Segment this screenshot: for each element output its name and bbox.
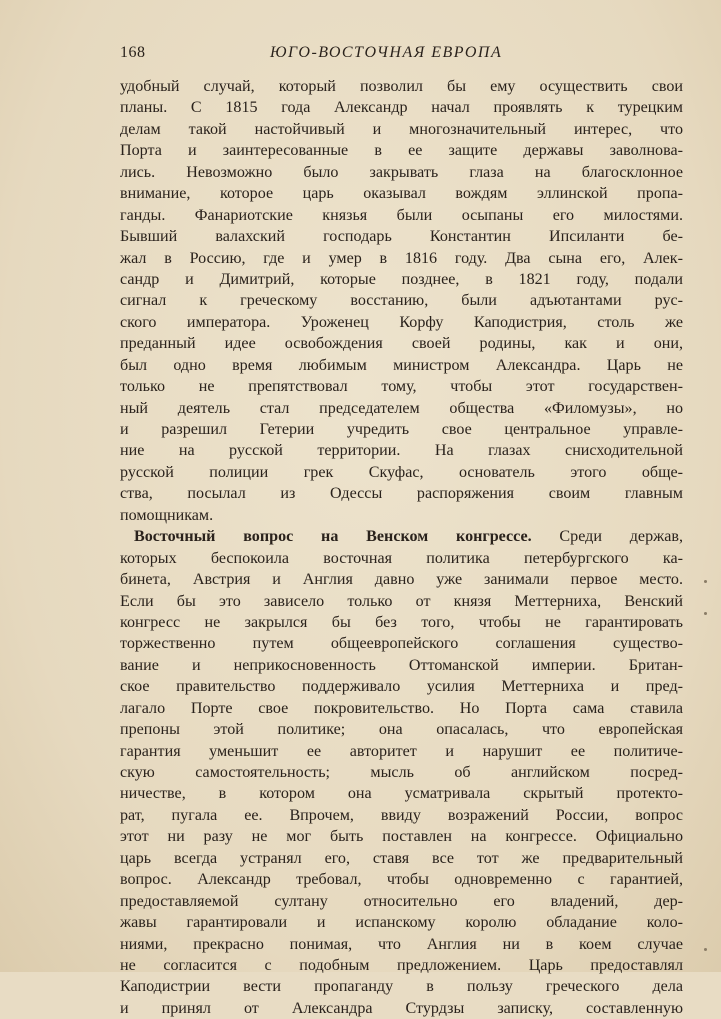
text-line (120, 226, 683, 247)
line-text: и принял от Александра Стурдзы записку, составленную (120, 999, 683, 1017)
text-line (120, 269, 683, 290)
line-text: только не препятствовал тому, чтобы этот государствен- (120, 378, 683, 396)
margin-speck (704, 612, 707, 615)
line-text: ского императора. Уроженец Корфу Каподистрия, столь же (120, 313, 683, 331)
text-line (120, 848, 683, 869)
text-line (120, 440, 683, 461)
text-line (120, 140, 683, 161)
line-text: Бывший валахский господарь Константин Ипсиланти бе- (120, 228, 683, 246)
page-number: 168 (120, 44, 146, 61)
line-text: Среди держав, (531, 528, 683, 546)
section-heading: Восточный вопрос на Венском конгрессе. (134, 528, 532, 546)
text-line (120, 891, 683, 912)
text-line (120, 633, 683, 654)
line-text: жал в Россию, где и умер в 1816 году. Два сына его, Алек- (120, 249, 683, 267)
text-line (120, 76, 683, 97)
text-line (120, 655, 683, 676)
line-text: сандр и Димитрий, которые позднее, в 1821 году, подали (120, 270, 683, 288)
text-line (120, 398, 683, 419)
line-text: помощникам. (120, 506, 214, 524)
text-line (120, 162, 683, 183)
line-text: препоны этой политике; она опасалась, что европейская (120, 721, 683, 739)
text-line (120, 526, 683, 547)
text-line (120, 741, 683, 762)
line-text: торжественно путем общеевропейского соглашения существо- (120, 635, 683, 653)
line-text: скую самостоятельность; мысль об английском посред- (120, 764, 683, 781)
text-line (120, 998, 683, 1019)
text-line (120, 676, 683, 697)
line-text: и разрешил Гетерии учредить свое центральное управле- (120, 421, 683, 438)
line-text: русской полиции грек Скуфас, основатель этого обще- (120, 463, 683, 481)
line-text: удобный случай, который позволил бы ему осуществить свои (120, 78, 683, 95)
text-line (120, 462, 683, 483)
text-line (120, 591, 683, 612)
text-line (120, 183, 683, 204)
text-line (120, 869, 683, 890)
text-line (120, 762, 683, 783)
line-text: планы. С 1815 года Александр начал проявлять к турецким (120, 99, 683, 117)
line-text: Если бы это зависело только от князя Меттерниха, Венский (120, 592, 683, 610)
line-text: преданный идее освобождения своей родины, как и они, (120, 335, 683, 353)
page-header (120, 44, 680, 66)
line-text: ства, посылал из Одессы распоряжения своим главным (120, 485, 683, 503)
text-line (120, 333, 683, 354)
line-text: предоставляемой султану относительно его владений, дер- (120, 892, 683, 910)
line-text: был одно время любимым министром Александра. Царь не (120, 356, 683, 374)
text-line (120, 419, 683, 440)
body-text (120, 76, 683, 1019)
text-line (120, 976, 683, 997)
line-text: вание и неприкосновенность Оттоманской империи. Британ- (120, 656, 683, 674)
line-text: ганды. Фанариотские князья были осыпаны его милостями. (120, 206, 683, 224)
text-line (120, 205, 683, 226)
line-text: царь всегда устранял его, ставя все тот же предварительный (120, 849, 683, 867)
margin-speck (704, 948, 707, 951)
line-text: лись. Невозможно было закрывать глаза на благосклонное (120, 163, 683, 181)
line-text: лагало Порте свое покровительство. Но Порта сама ставила (120, 699, 683, 717)
line-text: Порта и заинтересованные в ее защите державы заволнова- (120, 142, 683, 160)
margin-speck (704, 580, 707, 583)
text-line (120, 376, 683, 397)
text-line (120, 955, 683, 976)
text-line (120, 290, 683, 311)
text-line (120, 698, 683, 719)
line-text: конгресс не закрылся бы без того, чтобы не гарантировать (120, 613, 683, 631)
line-text: ние на русской территории. На глазах снисходительной (120, 442, 683, 460)
text-line (120, 612, 683, 633)
line-text: рат, пугала ее. Впрочем, ввиду возражений России, вопрос (120, 806, 683, 824)
text-line (120, 548, 683, 569)
text-line (120, 719, 683, 740)
text-line (120, 912, 683, 933)
line-text: вопрос. Александр требовал, чтобы одновременно с гарантией, (120, 871, 683, 889)
text-line (120, 355, 683, 376)
line-text: делам такой настойчивый и многозначительный интерес, что (120, 120, 683, 138)
text-line (120, 483, 683, 504)
text-line (120, 248, 683, 269)
text-line (120, 505, 683, 526)
line-text: не согласится с подобным предложением. Царь предоставлял (120, 956, 683, 974)
line-text: ниями, прекрасно понимая, что Англия ни в коем случае (120, 935, 683, 953)
line-text: которых беспокоила восточная политика петербургского ка- (120, 549, 683, 567)
line-text: гарантия уменьшит ее авторитет и нарушит ее политиче- (120, 742, 683, 760)
text-line (120, 119, 683, 140)
line-text: внимание, которое царь оказывал вождям эллинской пропа- (120, 185, 683, 203)
text-line (120, 934, 683, 955)
text-line (120, 783, 683, 804)
line-text: жавы гарантировали и испанскому королю обладание коло- (120, 914, 683, 932)
line-text: Каподистрии вести пропаганду в пользу греческого дела (120, 978, 683, 996)
line-text: этот ни разу не мог быть поставлен на конгрессе. Официально (120, 828, 683, 846)
line-text: ный деятель стал председателем общества «Филомузы», но (120, 399, 683, 417)
line-text: сигнал к греческому восстанию, были адъютантами рус- (120, 292, 683, 310)
running-title: ЮГО-ВОСТОЧНАЯ ЕВРОПА (270, 44, 503, 61)
text-line (120, 805, 683, 826)
text-line (120, 97, 683, 118)
text-line (120, 826, 683, 847)
line-text: ничестве, в котором она усматривала скрытый протекто- (120, 785, 683, 803)
text-line (120, 312, 683, 333)
text-line (120, 569, 683, 590)
line-text: ское правительство поддерживало усилия Меттерниха и пред- (120, 678, 683, 696)
line-text: бинета, Австрия и Англия давно уже занимали первое место. (120, 571, 683, 589)
